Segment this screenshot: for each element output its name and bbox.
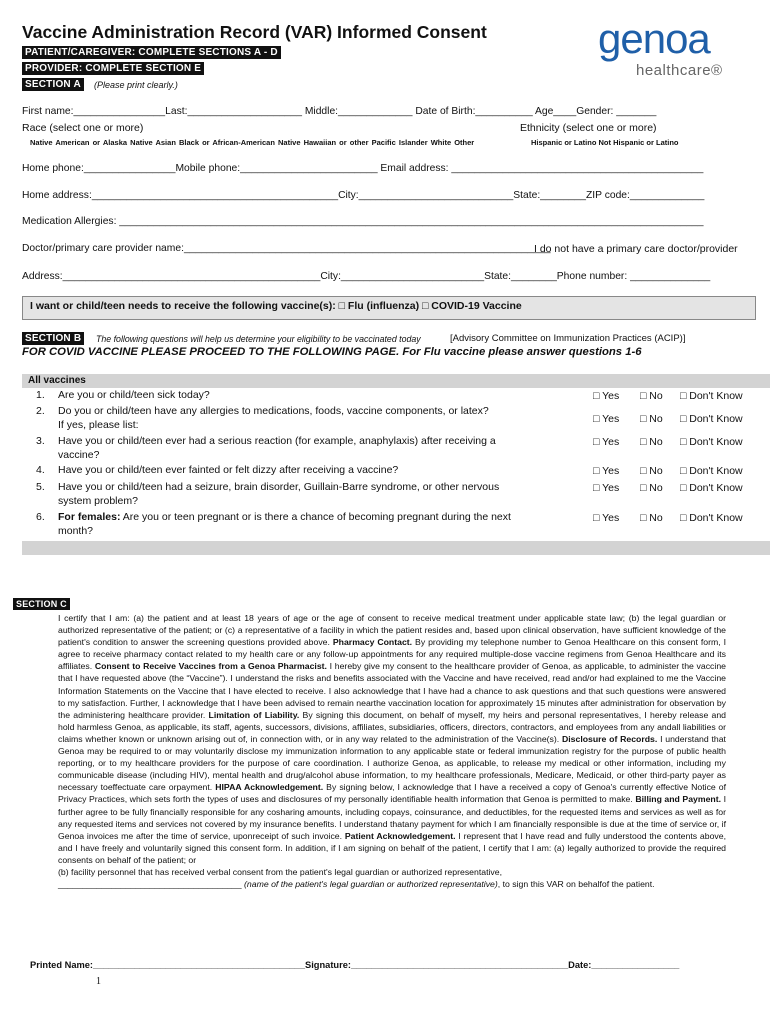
section-c-label: SECTION C — [13, 598, 70, 610]
question-1-text: Are you or child/teen sick today? — [58, 389, 210, 401]
q4-dont-know[interactable]: □ Don't Know — [680, 465, 743, 477]
section-a-label: SECTION A — [22, 78, 84, 91]
all-vaccines-header-bar — [22, 374, 770, 388]
question-5-number: 5. — [36, 481, 45, 493]
patient-ack-heading: Patient Acknowledgement. — [344, 830, 456, 841]
billing-text: I further agree to be fully financially responsible for any cosharing amounts, including copays, coinsurance, and deductibles, for the requested items and services as well as for any requested items and services not covered by my insurance benefits. I understand thatany payment for which I am financially responsible is due at the time of service or, if Genoa invoices me after the time of service, uponreceipt of such invoice. — [58, 794, 726, 841]
section-b-instruction: FOR COVID VACCINE PLEASE PROCEED TO THE FOLLOWING PAGE. For Flu vaccine please answer questions 1-6 — [22, 346, 642, 358]
name-dob-row[interactable]: First name:________________Last:____________________ Middle:_____________ Date of Birth:__________ Age____Gender: _______ — [22, 106, 657, 117]
q4-yes[interactable]: □ Yes — [593, 465, 620, 477]
section-b-intro: The following questions will help us determine your eligibility to be vaccinated today — [96, 334, 421, 344]
q2-yes[interactable]: □ Yes — [593, 413, 620, 425]
facility-personnel-text: (b) facility personnel that has received verbal consent from the patient's legal guardian or authorized representative, — [58, 866, 503, 877]
q1-yes[interactable]: □ Yes — [593, 390, 620, 402]
question-6-bold: For females: — [58, 511, 121, 523]
q5-dont-know[interactable]: □ Don't Know — [680, 482, 743, 494]
q5-yes[interactable]: □ Yes — [593, 482, 620, 494]
question-5-text-cont: system problem? — [58, 495, 138, 507]
vaccine-selection-line[interactable]: I want or child/teen needs to receive the following vaccine(s): □ Flu (influenza) □ COVID-19 Vaccine — [30, 300, 522, 312]
section-c-consent-text — [58, 612, 726, 890]
question-6-number: 6. — [36, 511, 45, 523]
q6-dont-know[interactable]: □ Don't Know — [680, 512, 743, 524]
q1-no[interactable]: □ No — [640, 390, 663, 402]
section-a-note: (Please print clearly.) — [94, 80, 178, 90]
question-3-number: 3. — [36, 435, 45, 447]
question-6-text-cont: month? — [58, 525, 94, 537]
section-b-label: SECTION B — [22, 332, 84, 345]
ethnicity-options[interactable]: Hispanic or Latino Not Hispanic or Latino — [531, 138, 679, 147]
q6-yes[interactable]: □ Yes — [593, 512, 620, 524]
document-title: Vaccine Administration Record (VAR) Informed Consent — [22, 22, 487, 42]
sign-on-behalf-text: , to sign this VAR on behalfof the patient. — [497, 879, 655, 890]
ethnicity-label: Ethnicity (select one or more) — [520, 122, 657, 134]
question-2-number: 2. — [36, 405, 45, 417]
phone-email-row[interactable]: Home phone:________________Mobile phone:________________________ Email address: ____________________________________________ — [22, 163, 704, 174]
genoa-logo-subtitle: healthcare® — [636, 62, 723, 79]
doctor-address-row[interactable]: Address:_____________________________________________City:_________________________State:________Phone number: ______________ — [22, 271, 711, 282]
q3-no[interactable]: □ No — [640, 436, 663, 448]
q2-dont-know[interactable]: □ Don't Know — [680, 413, 743, 425]
all-vaccines-label: All vaccines — [28, 375, 86, 386]
question-3-text-cont: vaccine? — [58, 449, 100, 461]
section-b-footer-bar — [22, 541, 770, 555]
patient-banner: PATIENT/CAREGIVER: COMPLETE SECTIONS A - D — [22, 46, 281, 59]
genoa-logo: genoa — [598, 15, 710, 62]
question-6-text — [58, 511, 511, 523]
liability-heading: Limitation of Liability. — [208, 709, 300, 720]
medication-allergies-row[interactable]: Medication Allergies: ______________________________________________________________________________________________________ — [22, 216, 704, 227]
question-5-text: Have you or child/teen had a seizure, brain disorder, Guillain-Barre syndrome, or other nervous — [58, 481, 500, 493]
hipaa-heading: HIPAA Acknowledgement. — [215, 782, 324, 793]
provider-banner: PROVIDER: COMPLETE SECTION E — [22, 62, 204, 75]
q3-yes[interactable]: □ Yes — [593, 436, 620, 448]
question-1-number: 1. — [36, 389, 45, 401]
billing-heading: Billing and Payment. — [635, 794, 722, 805]
page-number: 1 — [96, 976, 101, 987]
pharmacy-contact-heading: Pharmacy Contact. — [332, 637, 413, 648]
disclosure-heading: Disclosure of Records. — [561, 733, 658, 744]
race-label: Race (select one or more) — [22, 122, 144, 134]
acip-reference: [Advisory Committee on Immunization Practices (ACIP)] — [450, 333, 686, 344]
q1-dont-know[interactable]: □ Don't Know — [680, 390, 743, 402]
question-4-text: Have you or child/teen ever fainted or felt dizzy after receiving a vaccine? — [58, 464, 399, 476]
representative-name-blank[interactable]: ______________________________________ — [58, 879, 242, 890]
q6-no[interactable]: □ No — [640, 512, 663, 524]
consent-heading: Consent to Receive Vaccines from a Genoa Pharmacist. — [94, 661, 327, 672]
signature-row[interactable]: Printed Name:_________________________________________Signature:__________________________________________Date:_________________ — [30, 960, 680, 970]
question-2-followup: If yes, please list: — [58, 419, 139, 431]
question-3-text: Have you or child/teen ever had a serious reaction (for example, anaphylaxis) after receiving a — [58, 435, 496, 447]
race-options[interactable]: Native American or Alaska Native Asian Black or African-American Native Hawaiian or other Pacific Islander White Other — [30, 138, 475, 147]
question-6-rest: Are you or teen pregnant or is there a chance of becoming pregnant during the next — [120, 511, 511, 523]
no-doctor-option[interactable]: I do not have a primary care doctor/provider — [534, 243, 738, 255]
q5-no[interactable]: □ No — [640, 482, 663, 494]
q2-no[interactable]: □ No — [640, 413, 663, 425]
patient-ack-text: I represent that I have read and fully understood the contents above, and I have freely and voluntarily signed this consent form. In addition, if I am signing on behalf of the patient, I certify that I am: (a) legally authorized to provide the required consents on behalf of the patient; or — [58, 830, 727, 865]
liability-text: By signing this document, on behalf of myself, my heirs and personal representatives, I hereby release and hold harmless Genoa, as applicable, its staff, agents, successors, divisions, affiliates, subsidiaries, officers, directors, contractors, and employees from any andall liabilities or claims whether known or unknown arising out of, in connection with, or in any way related to the administration of the Vaccine(s). — [58, 709, 726, 744]
question-2-text: Do you or child/teen have any allergies to medications, foods, vaccine components, or latex? — [58, 405, 489, 417]
certify-paragraph: I certify that I am: (a) the patient and at least 18 years of age or the age of consent to receive medical treatment under applicable state law; (b) the legal guardian or authorized representative of the patient; or (c) a representative of a facility in which the patient resides and, based upon clinical observation, have sufficient knowledge of the patient's condition to answer the screening questions provided above. — [58, 613, 726, 648]
q4-no[interactable]: □ No — [640, 465, 663, 477]
pharmacy-contact-text: By providing my telephone number to Genoa Healthcare on this consent form, I agree to receive pharmacy contact related to my health care or any follow-up appointments for any required multiple-dose vaccine regimens from Genoa Healthcare and its affiliates. — [58, 637, 726, 672]
doctor-name-row[interactable]: Doctor/primary care provider name:________________________________________________________________ — [22, 243, 551, 254]
home-address-row[interactable]: Home address:___________________________________________City:___________________________State:________ZIP code:_____________ — [22, 190, 705, 201]
representative-name-caption: (name of the patient's legal guardian or authorized representative) — [244, 879, 498, 890]
hipaa-text: By signing below, I acknowledge that I have a received a copy of Genoa's currently effective Notice of Privacy Practices, which sets forth the types of uses and disclosures of my personally identifiable health information that Genoa is permitted to make. — [58, 782, 726, 805]
consent-text: I hereby give my consent to the healthcare provider of Genoa, as applicable, to administer the vaccine that I have requested above (the “Vaccine”). I understand the risks and benefits associated with the Vaccine and have received, read and/or had explained to me the Vaccine Information Statements on the Vaccine that I have elected to receive. I also acknowledge that I have had a chance to ask questions and that such questions were answered to my satisfaction. Further, I acknowledge that I have been advised to remain nearthe vaccination location for approximately 15 minutes after administration for observation by the administering healthcare provider. — [58, 661, 726, 720]
disclosure-text: I understand that Genoa may be required to or may voluntarily disclose my immunization information to any applicable state or federal immunization registry for the purpose of public health reporting, or to my healthcare providers for the purpose of care coordination. I authorize Genoa, as applicable, to release my medical or other information, including my communicable disease (including HIV), mental health and drug/alcohol abuse information, to my healthcare professionals, Medicare, Medicaid, or other third-party payer as necessary toeffectuate care orpayment. — [58, 733, 726, 793]
q3-dont-know[interactable]: □ Don't Know — [680, 436, 743, 448]
question-4-number: 4. — [36, 464, 45, 476]
